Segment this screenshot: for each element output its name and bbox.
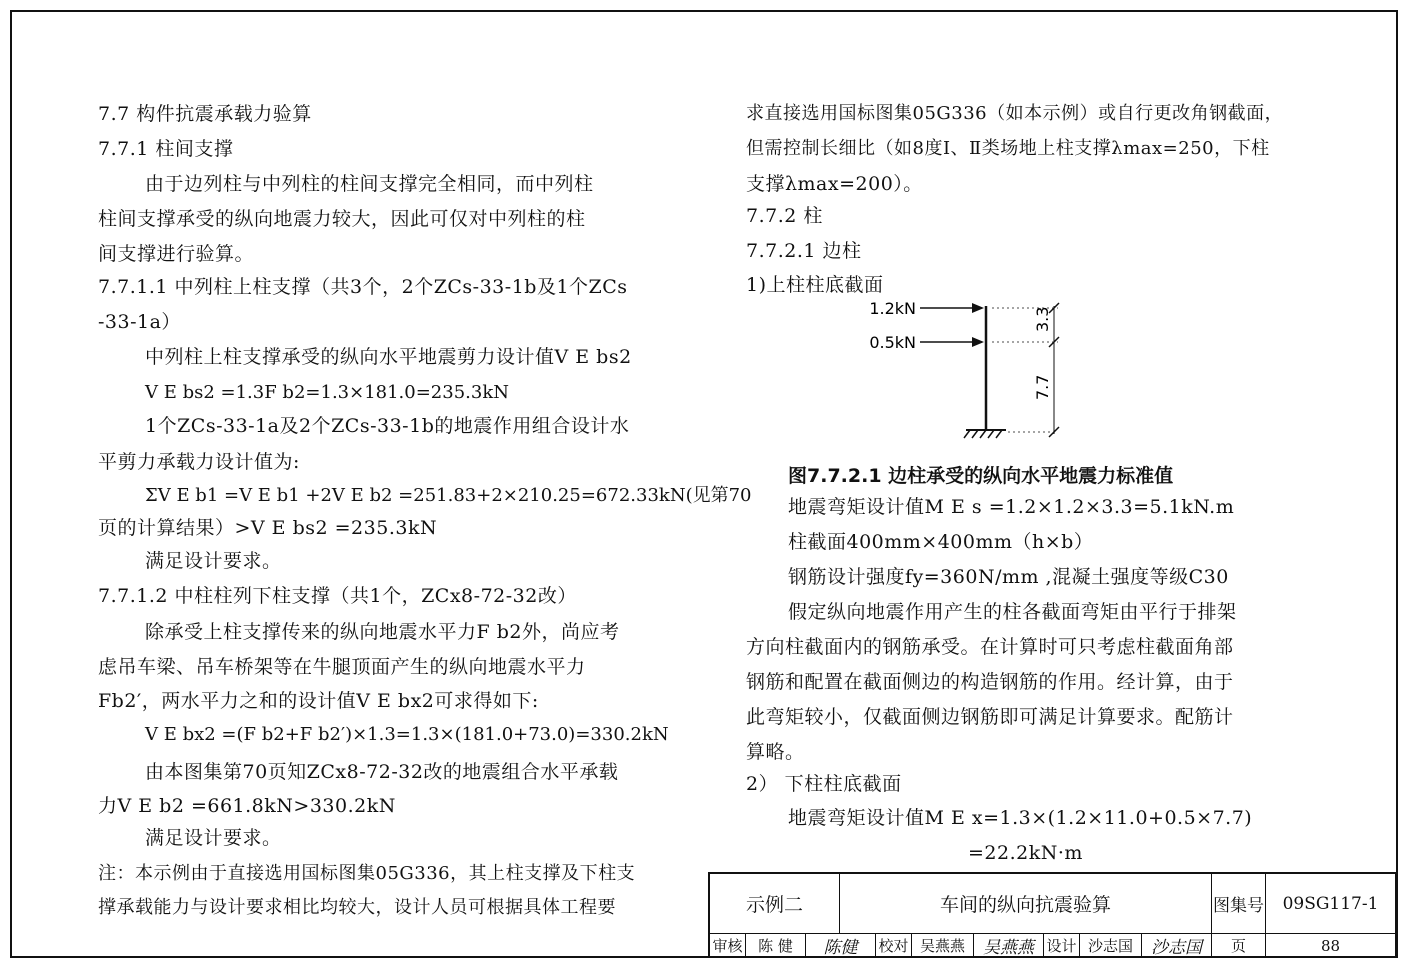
paragraph-line: 1个ZCs-33-1a及2个ZCs-33-1b的地震作用组合设计水 (145, 415, 630, 437)
column-force-diagram (858, 292, 1078, 442)
example-label: 示例二 (710, 874, 840, 934)
equation: V E bs2 =1.3F b2=1.3×181.0=235.3kN (145, 382, 509, 403)
paragraph-line: 满足设计要求。 (145, 550, 282, 572)
dimension-lower: 7.7 (1033, 374, 1052, 400)
equation: =22.2kN·m (968, 842, 1083, 864)
designer-signature: 沙志国 (1142, 934, 1212, 958)
paragraph-line: 中列柱上柱支撑承受的纵向水平地震剪力设计值V E bs2 (145, 346, 632, 368)
paragraph-line: 算略。 (746, 741, 805, 763)
paragraph-line: 由于边列柱与中列柱的柱间支撑完全相同，而中列柱 (145, 173, 594, 195)
paragraph-line: 地震弯矩设计值M E s =1.2×1.2×3.3=5.1kN.m (788, 496, 1235, 518)
note-line: 注：本示例由于直接选用国标图集05G336，其上柱支撑及下柱支 (98, 863, 636, 884)
paragraph-line: Fb2′，两水平力之和的设计值V E bx2可求得如下: (98, 690, 539, 712)
paragraph-line: 平剪力承载力设计值为: (98, 451, 300, 473)
force-label-mid: 0.5kN (869, 333, 916, 352)
paragraph-line: 虑吊车梁、吊车桥架等在牛腿顶面产生的纵向地震水平力 (98, 656, 586, 678)
dimension-upper: 3.3 (1033, 306, 1052, 332)
page-number: 88 (1266, 934, 1396, 958)
subsection-heading: 7.7.1.1 中列柱上柱支撑（共3个，2个ZCs-33-1b及1个ZCs (98, 276, 628, 298)
paragraph-line: 钢筋设计强度fy=360N/mm ,混凝土强度等级C30 (788, 566, 1229, 588)
review-label: 审核 (710, 934, 746, 958)
reviewer-signature: 陈健 (806, 934, 876, 958)
atlas-label: 图集号 (1212, 874, 1266, 934)
paragraph-line: 此弯矩较小，仅截面侧边钢筋即可满足计算要求。配筋计 (746, 706, 1234, 728)
paragraph-line: 间支撑进行验算。 (98, 243, 255, 265)
figure-caption: 图7.7.2.1 边柱承受的纵向水平地震力标准值 (788, 465, 1174, 487)
paragraph-line: 页的计算结果）>V E bs2 =235.3kN (98, 517, 438, 539)
paragraph-line: 力V E b2 =661.8kN>330.2kN (98, 795, 396, 817)
force-label-top: 1.2kN (869, 299, 916, 318)
paragraph-line: 满足设计要求。 (145, 827, 282, 849)
paragraph-line: 支撑λmax=200）。 (746, 173, 923, 195)
paragraph-line: 柱间支撑承受的纵向地震力较大，因此可仅对中列柱的柱 (98, 208, 586, 230)
subsection-heading: 7.7.2.1 边柱 (746, 240, 862, 262)
paragraph-line: 求直接选用国标图集05G336（如本示例）或自行更改角钢截面， (746, 103, 1284, 124)
drawing-title: 车间的纵向抗震验算 (840, 874, 1212, 934)
paragraph-line: -33-1a） (98, 311, 181, 333)
subsection-heading: 7.7.1.2 中柱柱列下柱支撑（共1个，ZCx8-72-32改） (98, 585, 577, 607)
paragraph-line: 除承受上柱支撑传来的纵向地震水平力F b2外，尚应考 (145, 621, 620, 643)
ground-hatch (964, 430, 1002, 438)
note-line: 撑承载能力与设计要求相比均较大，设计人员可根据具体工程要 (98, 897, 616, 918)
check-label: 校对 (876, 934, 912, 958)
subsection-heading: 2） 下柱柱底截面 (746, 773, 902, 795)
reviewer-name: 陈 健 (746, 934, 806, 958)
paragraph-line: 柱截面400mm×400mm（h×b） (788, 531, 1094, 553)
subsection-heading: 1)上柱柱底截面 (746, 274, 884, 296)
design-label: 设计 (1044, 934, 1080, 958)
paragraph-line: 由本图集第70页知ZCx8-72-32改的地震组合水平承载 (145, 761, 619, 783)
paragraph-line: 假定纵向地震作用产生的柱各截面弯矩由平行于排架 (788, 601, 1237, 623)
page-label: 页 (1212, 934, 1266, 958)
paragraph-line: 但需控制长细比（如8度Ⅰ、Ⅱ类场地上柱支撑λmax=250，下柱 (746, 138, 1270, 159)
subsection-heading: 7.7.2 柱 (746, 205, 823, 227)
section-heading: 7.7 构件抗震承载力验算 (98, 103, 312, 125)
arrowhead-icon (972, 337, 984, 347)
checker-signature: 吴燕燕 (974, 934, 1044, 958)
checker-name: 吴燕燕 (912, 934, 974, 958)
paragraph-line: 方向柱截面内的钢筋承受。在计算时可只考虑柱截面角部 (746, 636, 1234, 658)
paragraph-line: 钢筋和配置在截面侧边的构造钢筋的作用。经计算，由于 (746, 671, 1234, 693)
equation: 地震弯矩设计值M E x=1.3×(1.2×11.0+0.5×7.7) (788, 807, 1253, 829)
designer-name: 沙志国 (1080, 934, 1142, 958)
equation: V E bx2 =(F b2+F b2′)×1.3=1.3×(181.0+73.0)=330.2kN (145, 724, 669, 745)
title-block (708, 872, 1396, 958)
arrowhead-icon (972, 303, 984, 313)
equation: ΣV E b1 =V E b1 +2V E b2 =251.83+2×210.25=672.33kN(见第70 (145, 485, 752, 506)
atlas-number: 09SG117-1 (1266, 874, 1396, 934)
subsection-heading: 7.7.1 柱间支撑 (98, 138, 234, 160)
